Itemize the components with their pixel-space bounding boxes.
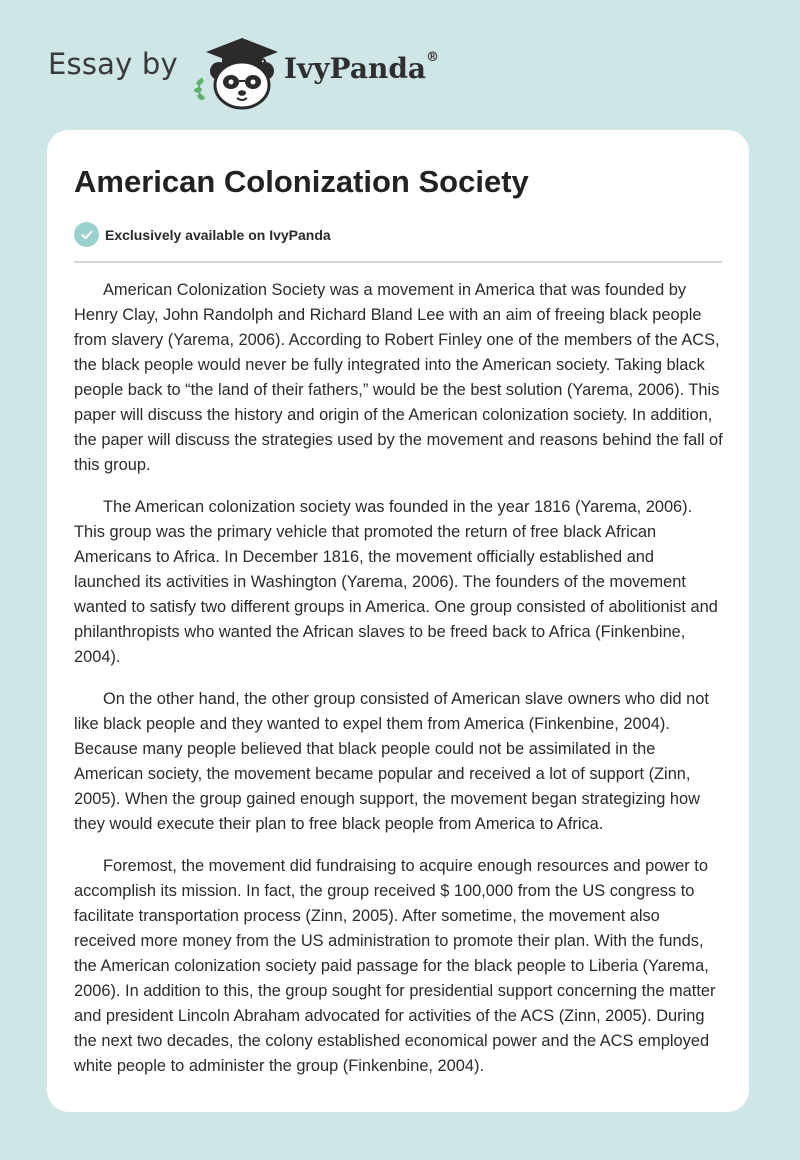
title-divider (74, 261, 722, 263)
essay-body (74, 278, 724, 1096)
essay-card (47, 130, 749, 1112)
exclusive-badge (74, 222, 331, 247)
paragraph: Foremost, the movement did fundraising to acquire enough resources and power to accomplish its mission. In fact, the group received $ 100,000 from the US congress to facilitate transportation process (Zinn, 2005). After sometime, the movement also received more money from the US administration to promote their plan. With the funds, the American colonization society paid passage for the black people to Liberia (Yarema, 2006). In addition to this, the group sought for presidential support concerning the matter and president Lincoln Abraham advocated for activities of the ACS (Zinn, 2005). During the next two decades, the colony established economical power and the ACS employed white people to administer the group (Finkenbine, 2004). (74, 857, 716, 1075)
essay-title: American Colonization Society (74, 164, 529, 199)
paragraph: The American colonization society was founded in the year 1816 (Yarema, 2006). This group was the primary vehicle that promoted the return of free black African Americans to Africa. In December 1816, the movement officially established and launched its activities in Washington (Yarema, 2006). The founders of the movement wanted to satisfy two different groups in America. One group consisted of abolitionist and philanthropists who wanted the African slaves to be freed back to Africa (Finkenbine, 2004). (74, 498, 718, 666)
exclusive-badge-text: Exclusively available on IvyPanda (105, 226, 331, 243)
panda-graduate-icon[interactable] (192, 30, 282, 110)
brand-name-text: IvyPanda (283, 51, 427, 85)
essay-by-label: Essay by (48, 47, 178, 81)
paragraph: On the other hand, the other group consisted of American slave owners who did not like black people and they wanted to expel them from America (Finkenbine, 2004). Because many people believed that black people could not be assimilated in the American society, the movement became popular and received a lot of support (Zinn, 2005). When the group gained enough support, the movement began strategizing how they would execute their plan to free black people from America to Africa. (74, 690, 709, 833)
ivypanda-wordmark[interactable] (283, 49, 440, 85)
site-header (48, 30, 439, 110)
paragraph: American Colonization Society was a movement in America that was founded by Henry Clay, John Randolph and Richard Bland Lee with an aim of freeing black people from slavery (Yarema, 2006). According to Robert Finley one of the members of the ACS, the black people would never be fully integrated into the American society. Taking black people back to “the land of their fathers,” would be the best solution (Yarema, 2006). This paper will discuss the history and origin of the American colonization society. In addition, the paper will discuss the strategies used by the movement and reasons behind the fall of this group. (74, 281, 723, 474)
trademark-symbol: ® (426, 49, 440, 65)
check-circle-icon (74, 222, 99, 247)
